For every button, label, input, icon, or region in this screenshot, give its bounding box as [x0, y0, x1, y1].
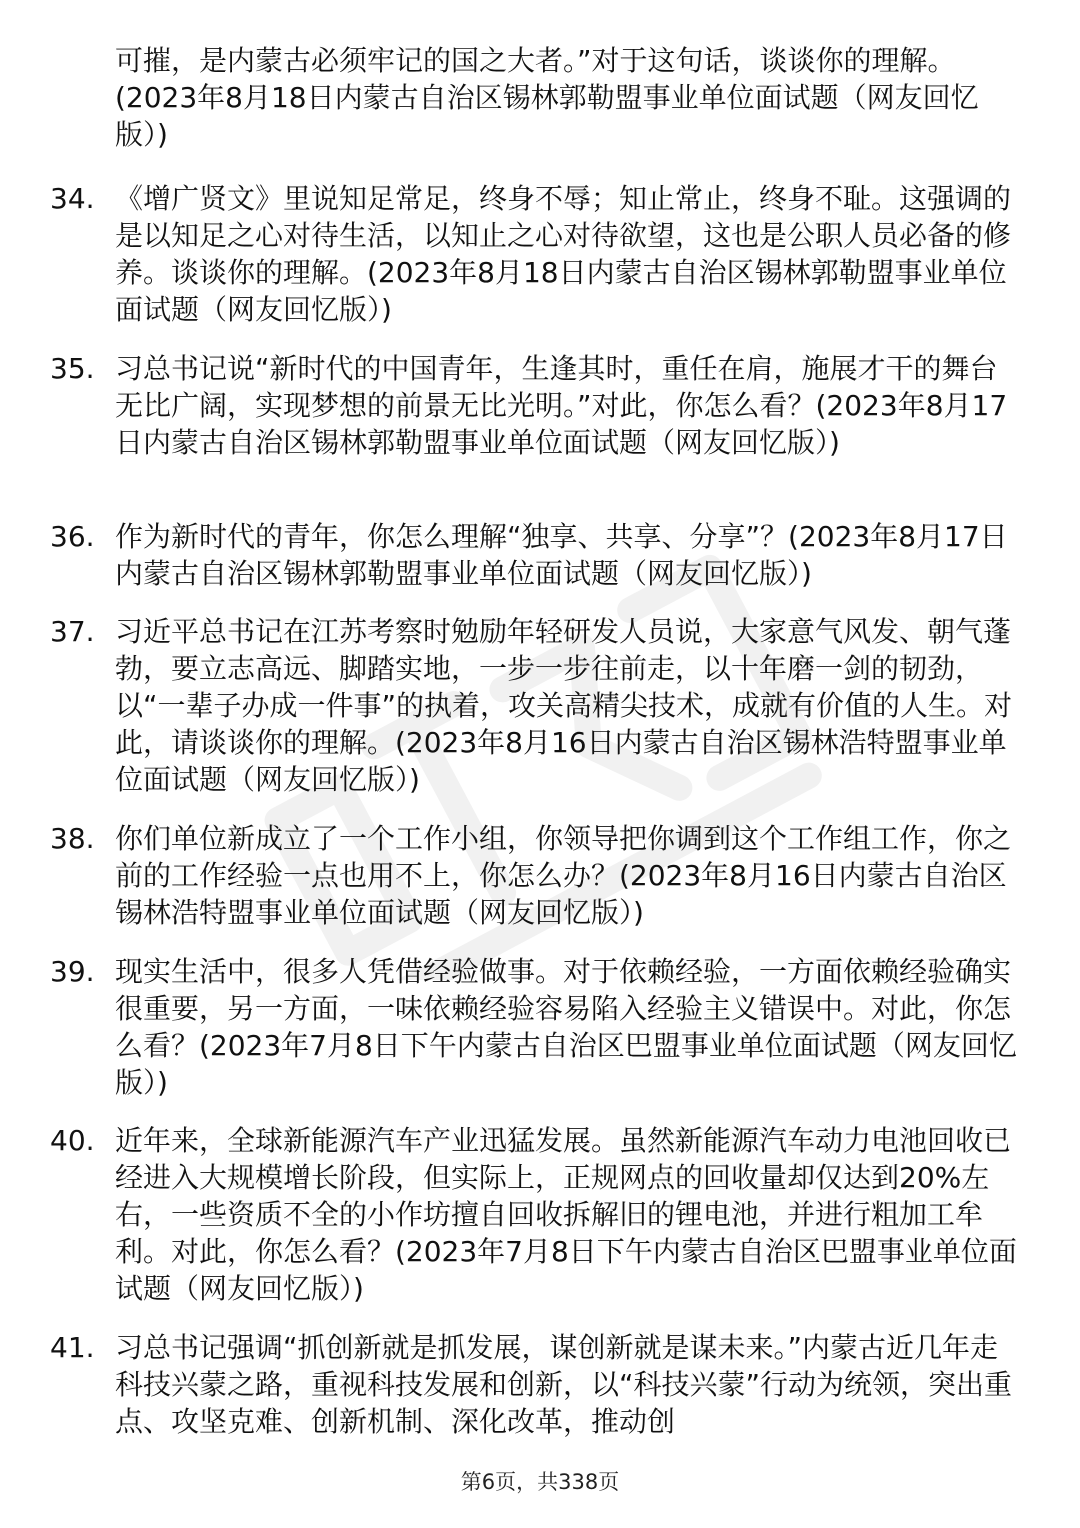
question-text: 现实生活中，很多人凭借经验做事。对于依赖经验，一方面依赖经验确实很重要，另一方面，一味依赖经验容易陷入经验主义错误中。对此，你怎么看？(2023年7月8日下午内蒙古自治区巴盟事业单位面试题（网友回忆版）) [115, 955, 1017, 1099]
previous-question-continuation: 可摧，是内蒙古必须牢记的国之大者。”对于这句话，谈谈你的理解。(2023年8月18日内蒙古自治区锡林郭勒盟事业单位面试题（网友回忆版）) [115, 44, 979, 151]
question-text: 《增广贤文》里说知足常足，终身不辱；知止常止，终身不耻。这强调的是以知足之心对待生活，以知止之心对待欲望，这也是公职人员必备的修养。谈谈你的理解。(2023年8月18日内蒙古自治区锡林郭勒盟事业单位面试题（网友回忆版）) [115, 182, 1012, 326]
question-text: 你们单位新成立了一个工作小组，你领导把你调到这个工作组工作，你之前的工作经验一点也用不上，你怎么办？(2023年8月16日内蒙古自治区锡林浩特盟事业单位面试题（网友回忆版）) [115, 822, 1012, 929]
question-item-38 [50, 820, 1020, 931]
question-number: 35. [50, 352, 95, 385]
question-text: 习总书记强调“抓创新就是抓发展，谋创新就是谋未来。”内蒙古近几年走科技兴蒙之路，重视科技发展和创新，以“科技兴蒙”行动为统领，突出重点、攻坚克难、创新机制、深化改革，推动创 [115, 1331, 1013, 1438]
question-number: 34. [50, 182, 95, 215]
question-item-41 [50, 1329, 1020, 1440]
question-number: 41. [50, 1331, 95, 1364]
page-number-label: 第6页，共338页 [460, 1470, 620, 1494]
question-item-34 [50, 180, 1020, 328]
question-number: 40. [50, 1124, 95, 1157]
question-number: 39. [50, 955, 95, 988]
question-text: 习总书记说“新时代的中国青年，生逢其时，重任在肩，施展才干的舞台无比广阔，实现梦想的前景无比光明。”对此，你怎么看？(2023年8月17日内蒙古自治区锡林郭勒盟事业单位面试题（网友回忆版）) [115, 352, 1008, 459]
question-item-35 [50, 350, 1020, 461]
question-text: 作为新时代的青年，你怎么理解“独享、共享、分享”？(2023年8月17日内蒙古自治区锡林郭勒盟事业单位面试题（网友回忆版）) [115, 520, 1008, 590]
question-number: 37. [50, 615, 95, 648]
question-item-36 [50, 518, 1020, 592]
question-text: 近年来，全球新能源汽车产业迅猛发展。虽然新能源汽车动力电池回收已经进入大规模增长阶段，但实际上，正规网点的回收量却仅达到20%左右，一些资质不全的小作坊擅自回收拆解旧的锂电池，并进行粗加工牟利。对此，你怎么看？(2023年7月8日下午内蒙古自治区巴盟事业单位面试题（网友回忆版）) [115, 1124, 1017, 1305]
question-number: 38. [50, 822, 95, 855]
question-text: 习近平总书记在江苏考察时勉励年轻研发人员说，大家意气风发、朝气蓬勃，要立志高远、脚踏实地，一步一步往前走，以十年磨一剑的韧劲，以“一辈子办成一件事”的执着，攻关高精尖技术，成就有价值的人生。对此，请谈谈你的理解。(2023年8月16日内蒙古自治区锡林浩特盟事业单位面试题（网友回忆版）) [115, 615, 1013, 796]
question-number: 36. [50, 520, 95, 553]
question-item-40 [50, 1122, 1020, 1307]
question-item-37 [50, 613, 1020, 798]
page-footer [0, 1468, 1080, 1496]
question-item-39 [50, 953, 1020, 1101]
